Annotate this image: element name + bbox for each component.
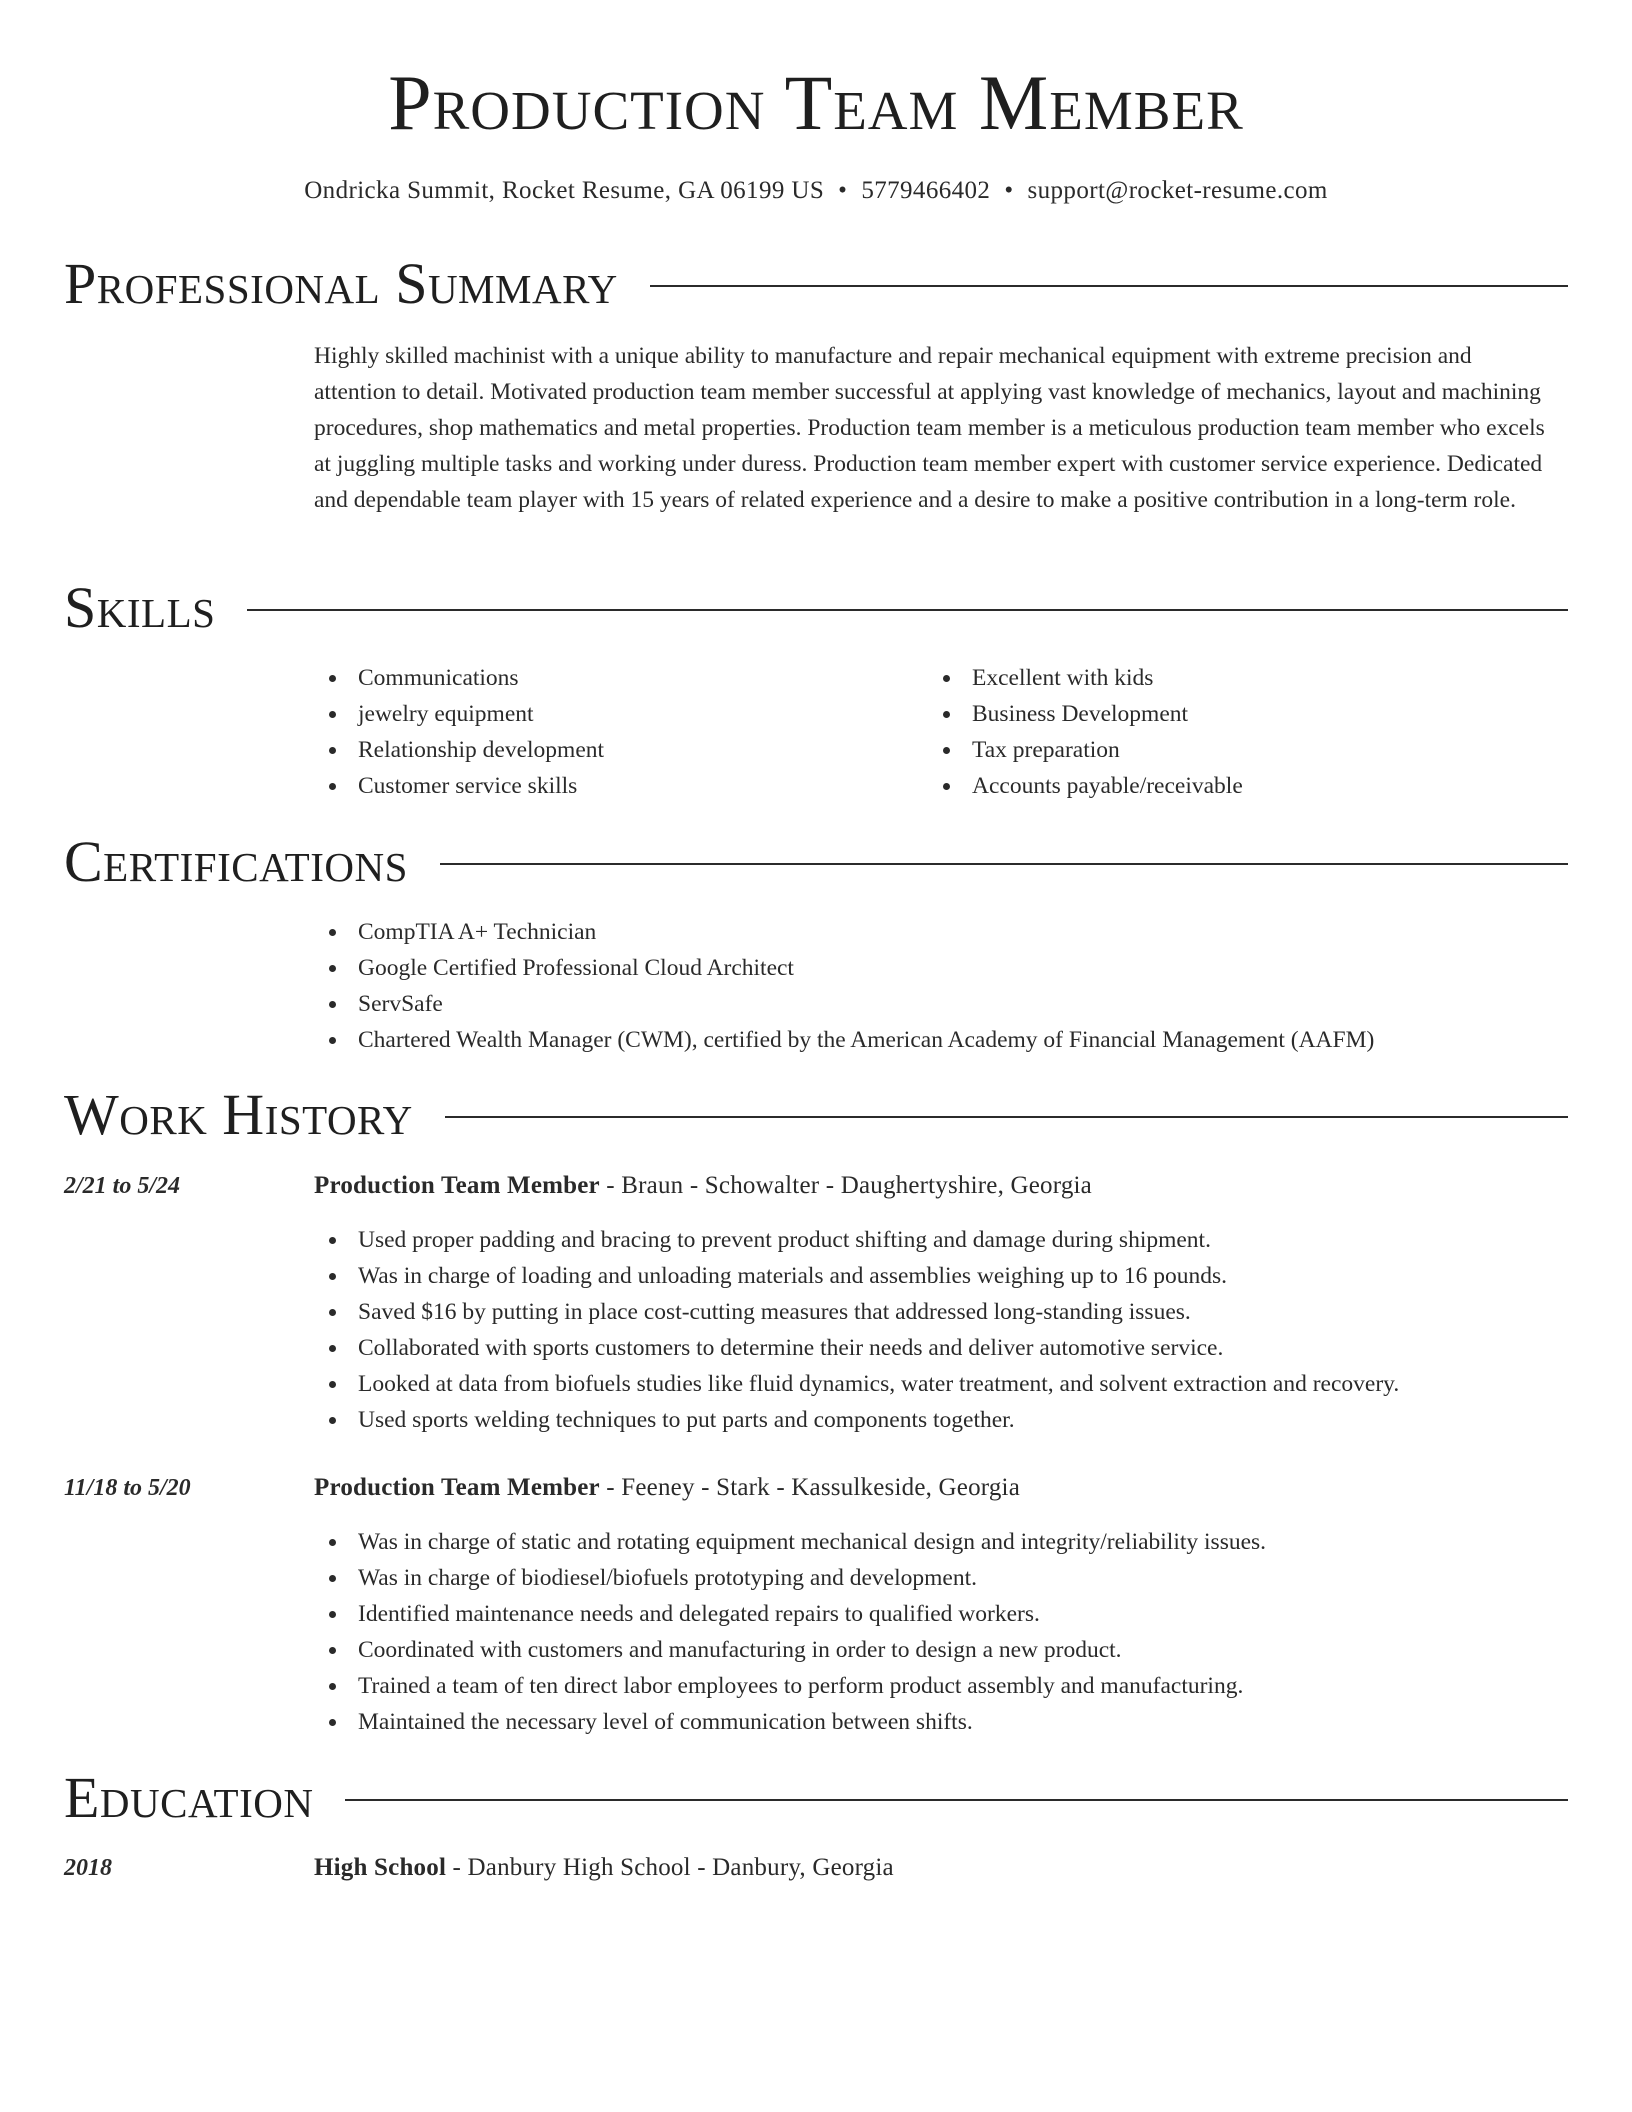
job-heading xyxy=(314,1470,1020,1506)
section-divider xyxy=(440,863,1568,865)
section-divider xyxy=(650,285,1568,287)
education-heading xyxy=(314,1850,894,1886)
education-school-location: - Danbury High School - Danbury, Georgia xyxy=(446,1854,894,1881)
responsibility-item: Collaborated with sports customers to determine their needs and deliver automotive service. xyxy=(314,1330,1399,1366)
skill-item: jewelry equipment xyxy=(314,696,914,732)
section-title-summary: Professional Summary xyxy=(64,251,618,316)
contact-email: support@rocket-resume.com xyxy=(1027,177,1328,204)
job-heading xyxy=(314,1168,1092,1204)
section-divider xyxy=(247,609,1568,611)
certification-item: Google Certified Professional Cloud Architect xyxy=(314,950,1374,986)
responsibility-item: Was in charge of loading and unloading materials and assemblies weighing up to 16 pounds. xyxy=(314,1258,1399,1294)
certifications-list xyxy=(314,914,1374,1058)
job-title: Production Team Member xyxy=(314,1172,600,1199)
responsibility-item: Used proper padding and bracing to prevent product shifting and damage during shipment. xyxy=(314,1222,1399,1258)
summary-text: Highly skilled machinist with a unique ability to manufacture and repair mechanical equipment with extreme precision and attention to detail. Motivated production team member successful at applying vast knowledge of mechanics, layout and machining procedures, shop mathematics and metal properties. Production team member is a meticulous production team member who excels at juggling multiple tasks and working under duress. Production team member expert with customer service experience. Dedicated and dependable team player with 15 years of related experience and a desire to make a positive contribution in a long-term role. xyxy=(314,343,1545,513)
section-title-certifications: Certifications xyxy=(64,829,408,894)
job-responsibilities xyxy=(314,1524,1266,1740)
job-responsibilities xyxy=(314,1222,1399,1438)
contact-address: Ondricka Summit, Rocket Resume, GA 06199 US xyxy=(304,177,825,204)
education-section-header xyxy=(64,1766,1568,1830)
contact-line xyxy=(0,174,1632,208)
responsibility-item: Used sports welding techniques to put parts and components together. xyxy=(314,1402,1399,1438)
responsibility-item: Saved $16 by putting in place cost-cutting measures that addressed long-standing issues. xyxy=(314,1294,1399,1330)
contact-separator: • xyxy=(1004,177,1014,204)
responsibility-item: Looked at data from biofuels studies like fluid dynamics, water treatment, and solvent extraction and recovery. xyxy=(314,1366,1399,1402)
skill-item: Customer service skills xyxy=(314,768,914,804)
summary-section-header xyxy=(64,252,1568,316)
skill-item: Communications xyxy=(314,660,914,696)
certification-item: CompTIA A+ Technician xyxy=(314,914,1374,950)
candidate-name: Production Team Member xyxy=(388,59,1244,146)
skill-item: Business Development xyxy=(928,696,1528,732)
responsibility-item: Maintained the necessary level of communication between shifts. xyxy=(314,1704,1266,1740)
certification-item: ServSafe xyxy=(314,986,1374,1022)
responsibility-item: Coordinated with customers and manufacturing in order to design a new product. xyxy=(314,1632,1266,1668)
section-title-work-history: Work History xyxy=(64,1082,413,1147)
responsibility-item: Identified maintenance needs and delegated repairs to qualified workers. xyxy=(314,1596,1266,1632)
section-title-education: Education xyxy=(64,1765,314,1830)
responsibility-item: Was in charge of biodiesel/biofuels prototyping and development. xyxy=(314,1560,1266,1596)
skill-item: Tax preparation xyxy=(928,732,1528,768)
section-divider xyxy=(345,1799,1568,1801)
job-employer-location: - Braun - Schowalter - Daughertyshire, Georgia xyxy=(599,1172,1092,1199)
skill-item: Relationship development xyxy=(314,732,914,768)
certifications-section-header xyxy=(64,830,1568,894)
skill-item: Excellent with kids xyxy=(928,660,1528,696)
education-degree: High School xyxy=(314,1854,447,1881)
job-dates: 11/18 to 5/20 xyxy=(64,1475,191,1501)
work-history-section-header xyxy=(64,1083,1568,1147)
section-divider xyxy=(445,1116,1568,1118)
skill-item: Accounts payable/receivable xyxy=(928,768,1528,804)
responsibility-item: Was in charge of static and rotating equipment mechanical design and integrity/reliability issues. xyxy=(314,1524,1266,1560)
certification-item: Chartered Wealth Manager (CWM), certified by the American Academy of Financial Management (AAFM) xyxy=(314,1022,1374,1058)
job-title: Production Team Member xyxy=(314,1474,600,1501)
skills-section-header xyxy=(64,576,1568,640)
contact-separator: • xyxy=(838,177,848,204)
contact-phone: 5779466402 xyxy=(861,177,991,204)
section-title-skills: Skills xyxy=(64,575,216,640)
education-year: 2018 xyxy=(64,1855,112,1881)
job-employer-location: - Feeney - Stark - Kassulkeside, Georgia xyxy=(599,1474,1020,1501)
skills-column-left xyxy=(314,660,914,804)
skills-column-right xyxy=(928,660,1528,804)
responsibility-item: Trained a team of ten direct labor employees to perform product assembly and manufacturing. xyxy=(314,1668,1266,1704)
job-dates: 2/21 to 5/24 xyxy=(64,1173,181,1199)
